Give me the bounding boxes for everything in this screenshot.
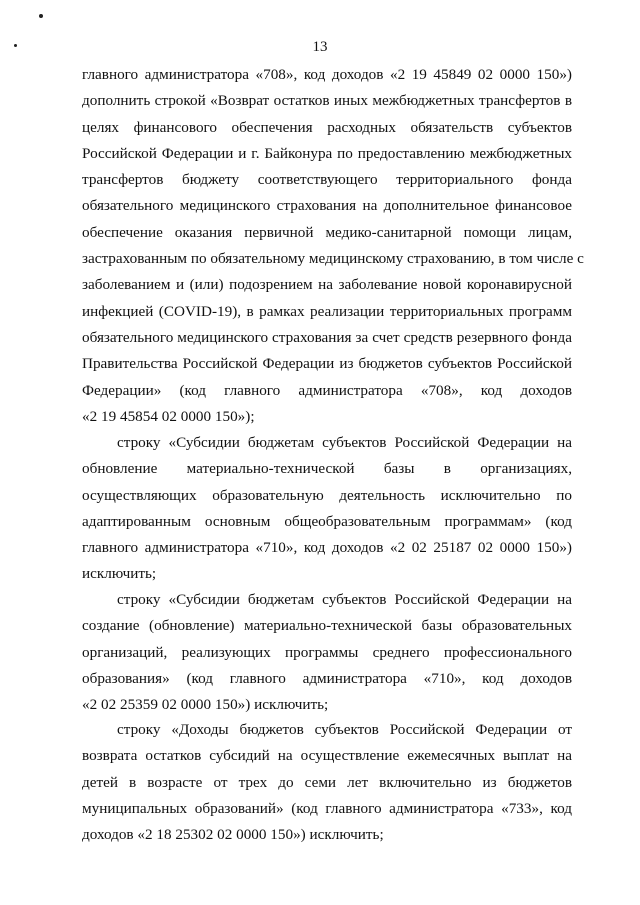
text-line: обязательного медицинского страхования на дополнительное финансовое — [82, 197, 572, 215]
text-line: исключить; — [82, 565, 157, 583]
text-line: организаций, реализующих программы среднего профессионального — [82, 643, 572, 661]
text-line: дополнить строкой «Возврат остатков иных межбюджетных трансфертов в — [82, 92, 572, 110]
text-line: обновление материально-технической базы в организациях, — [82, 460, 572, 478]
text-line: инфекцией (COVID-19), в рамках реализации территориальных программ — [82, 302, 572, 320]
scan-speck-mark — [39, 14, 43, 18]
text-line: строку «Субсидии бюджетам субъектов Российской Федерации на — [117, 434, 572, 451]
page-number: 13 — [312, 39, 328, 55]
paragraph-4 — [82, 717, 572, 848]
text-line: целях финансового обеспечения расходных обязательств субъектов — [82, 118, 572, 136]
text-line: Российской Федерации и г. Байконура по предоставлению межбюджетных — [82, 144, 572, 162]
text-line: Правительства Российской Федерации из бюджетов субъектов Российской — [82, 355, 572, 373]
text-line: заболеванием и (или) подозрением на заболевание новой коронавирусной — [82, 276, 572, 294]
paragraph-2 — [82, 430, 572, 588]
paragraph-1 — [82, 62, 584, 430]
text-line: главного администратора «708», код доходов «2 19 45849 02 0000 150») — [82, 66, 572, 83]
text-line: трансфертов бюджету соответствующего территориального фонда — [82, 171, 572, 189]
text-line: обязательного медицинского страхования за счет средств резервного фонда — [82, 328, 572, 346]
text-line: «2 02 25359 02 0000 150») исключить; — [82, 696, 329, 714]
text-line: обеспечение оказания первичной медико-санитарной помощи лицам, — [82, 223, 572, 241]
text-line: строку «Доходы бюджетов субъектов Российской Федерации от — [117, 721, 572, 738]
text-line: детей в возрасте от трех до семи лет включительно из бюджетов — [82, 773, 572, 791]
text-line: главного администратора «710», код доходов «2 02 25187 02 0000 150») — [82, 539, 572, 557]
text-line: Федерации» (код главного администратора «708», код доходов — [82, 381, 572, 399]
text-line: застрахованным по обязательному медицинскому страхованию, в том числе с — [82, 250, 584, 268]
text-line: адаптированным основным общеобразовательным программам» (код — [82, 512, 572, 530]
text-line: образования» (код главного администратора «710», код доходов — [82, 669, 572, 687]
text-line: «2 19 45854 02 0000 150»); — [82, 407, 255, 425]
text-line: муниципальных образований» (код главного администратора «733», код — [82, 799, 572, 817]
text-line: возврата остатков субсидий на осуществление ежемесячных выплат на — [82, 747, 572, 765]
text-line: осуществляющих образовательную деятельность исключительно по — [82, 486, 572, 504]
text-line: создание (обновление) материально-технической базы образовательных — [82, 617, 572, 635]
paragraph-3 — [82, 587, 572, 718]
text-line: строку «Субсидии бюджетам субъектов Российской Федерации на — [117, 591, 572, 608]
text-line: доходов «2 18 25302 02 0000 150») исключить; — [82, 826, 384, 844]
